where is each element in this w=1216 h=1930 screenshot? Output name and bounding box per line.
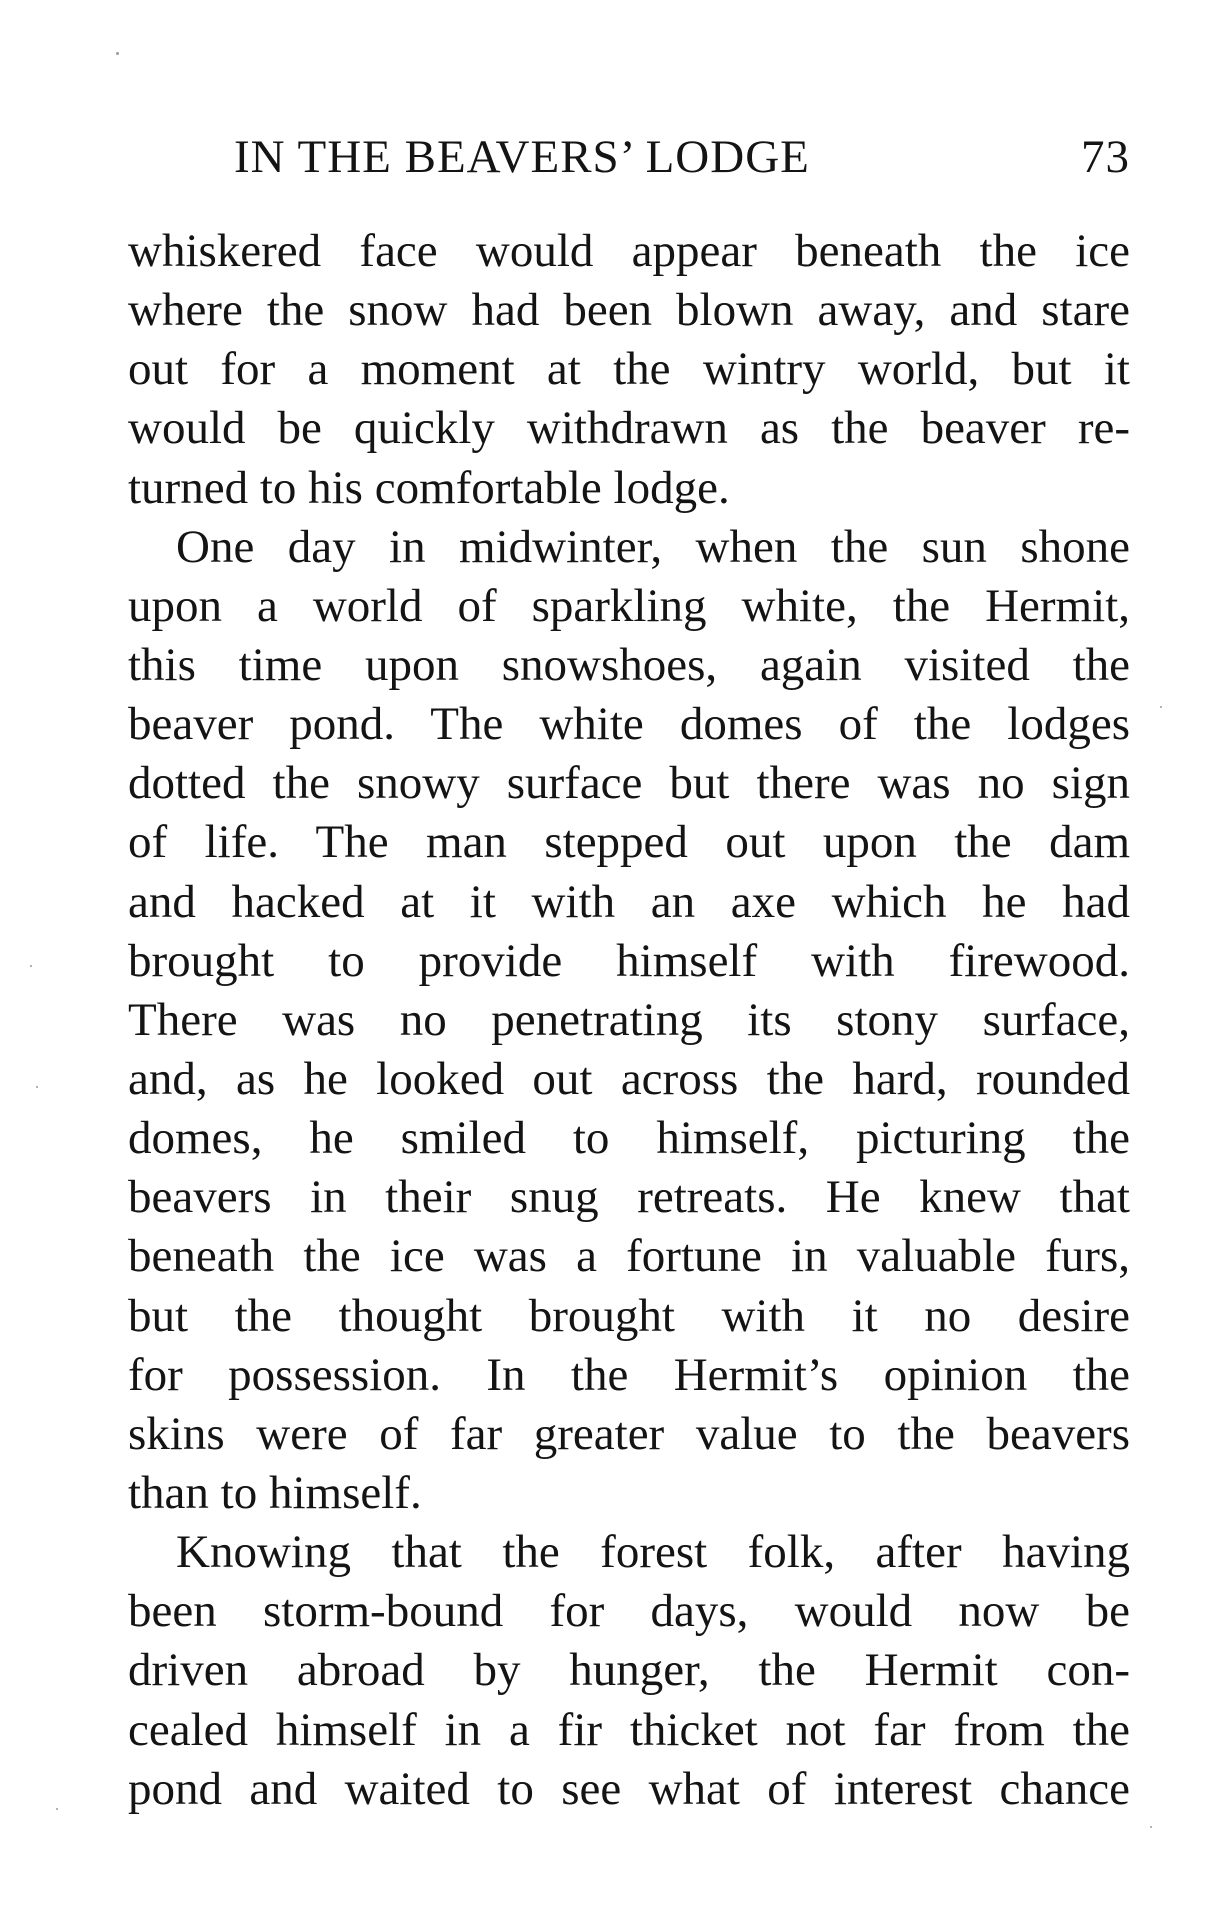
text-line: and hacked at it with an axe which he had (128, 875, 1130, 928)
text-line: dotted the snowy surface but there was no sign (128, 757, 1130, 810)
paper-speck (1150, 1826, 1152, 1828)
paper-speck (116, 52, 119, 55)
text-line: would be quickly withdrawn as the beaver re- (128, 402, 1130, 455)
paragraph-last-line: than to himself. (128, 1466, 422, 1519)
paragraph-first-line: Knowing that the forest folk, after having (176, 1526, 1130, 1579)
text-line: been storm-bound for days, would now be (128, 1585, 1130, 1638)
text-line: domes, he smiled to himself, picturing the (128, 1112, 1130, 1165)
text-line: of life. The man stepped out upon the dam (128, 816, 1130, 869)
text-line: this time upon snowshoes, again visited the (128, 638, 1130, 691)
text-line: skins were of far greater value to the beavers (128, 1407, 1130, 1460)
text-line: beneath the ice was a fortune in valuable furs, (128, 1230, 1130, 1283)
paper-speck (1160, 706, 1162, 708)
paragraph-first-line: One day in midwinter, when the sun shone (176, 520, 1130, 573)
text-line: for possession. In the Hermit’s opinion the (128, 1348, 1130, 1401)
running-header (234, 130, 1130, 190)
paragraph-last-line: turned to his comfortable lodge. (128, 461, 730, 514)
paper-speck (30, 965, 32, 967)
body-text (128, 222, 1130, 1819)
page-number: 73 (1081, 131, 1130, 183)
text-line: where the snow had been blown away, and stare (128, 284, 1130, 337)
text-line: upon a world of sparkling white, the Hermit, (128, 579, 1130, 632)
paper-speck (36, 1086, 38, 1088)
paper-speck (56, 1808, 58, 1810)
running-title: IN THE BEAVERS’ LODGE (234, 131, 810, 183)
text-line: cealed himself in a fir thicket not far from the (128, 1703, 1130, 1756)
text-line: beaver pond. The white domes of the lodges (128, 698, 1130, 751)
text-line: There was no penetrating its stony surface, (128, 993, 1130, 1046)
text-line: pond and waited to see what of interest chance (128, 1762, 1130, 1815)
text-line: driven abroad by hunger, the Hermit con- (128, 1644, 1130, 1697)
text-line: but the thought brought with it no desire (128, 1289, 1130, 1342)
text-line: out for a moment at the wintry world, but it (128, 343, 1130, 396)
text-line: and, as he looked out across the hard, rounded (128, 1052, 1130, 1105)
text-line: whiskered face would appear beneath the ice (128, 225, 1130, 277)
text-line: brought to provide himself with firewood. (128, 934, 1130, 987)
text-line: beavers in their snug retreats. He knew that (128, 1171, 1130, 1224)
